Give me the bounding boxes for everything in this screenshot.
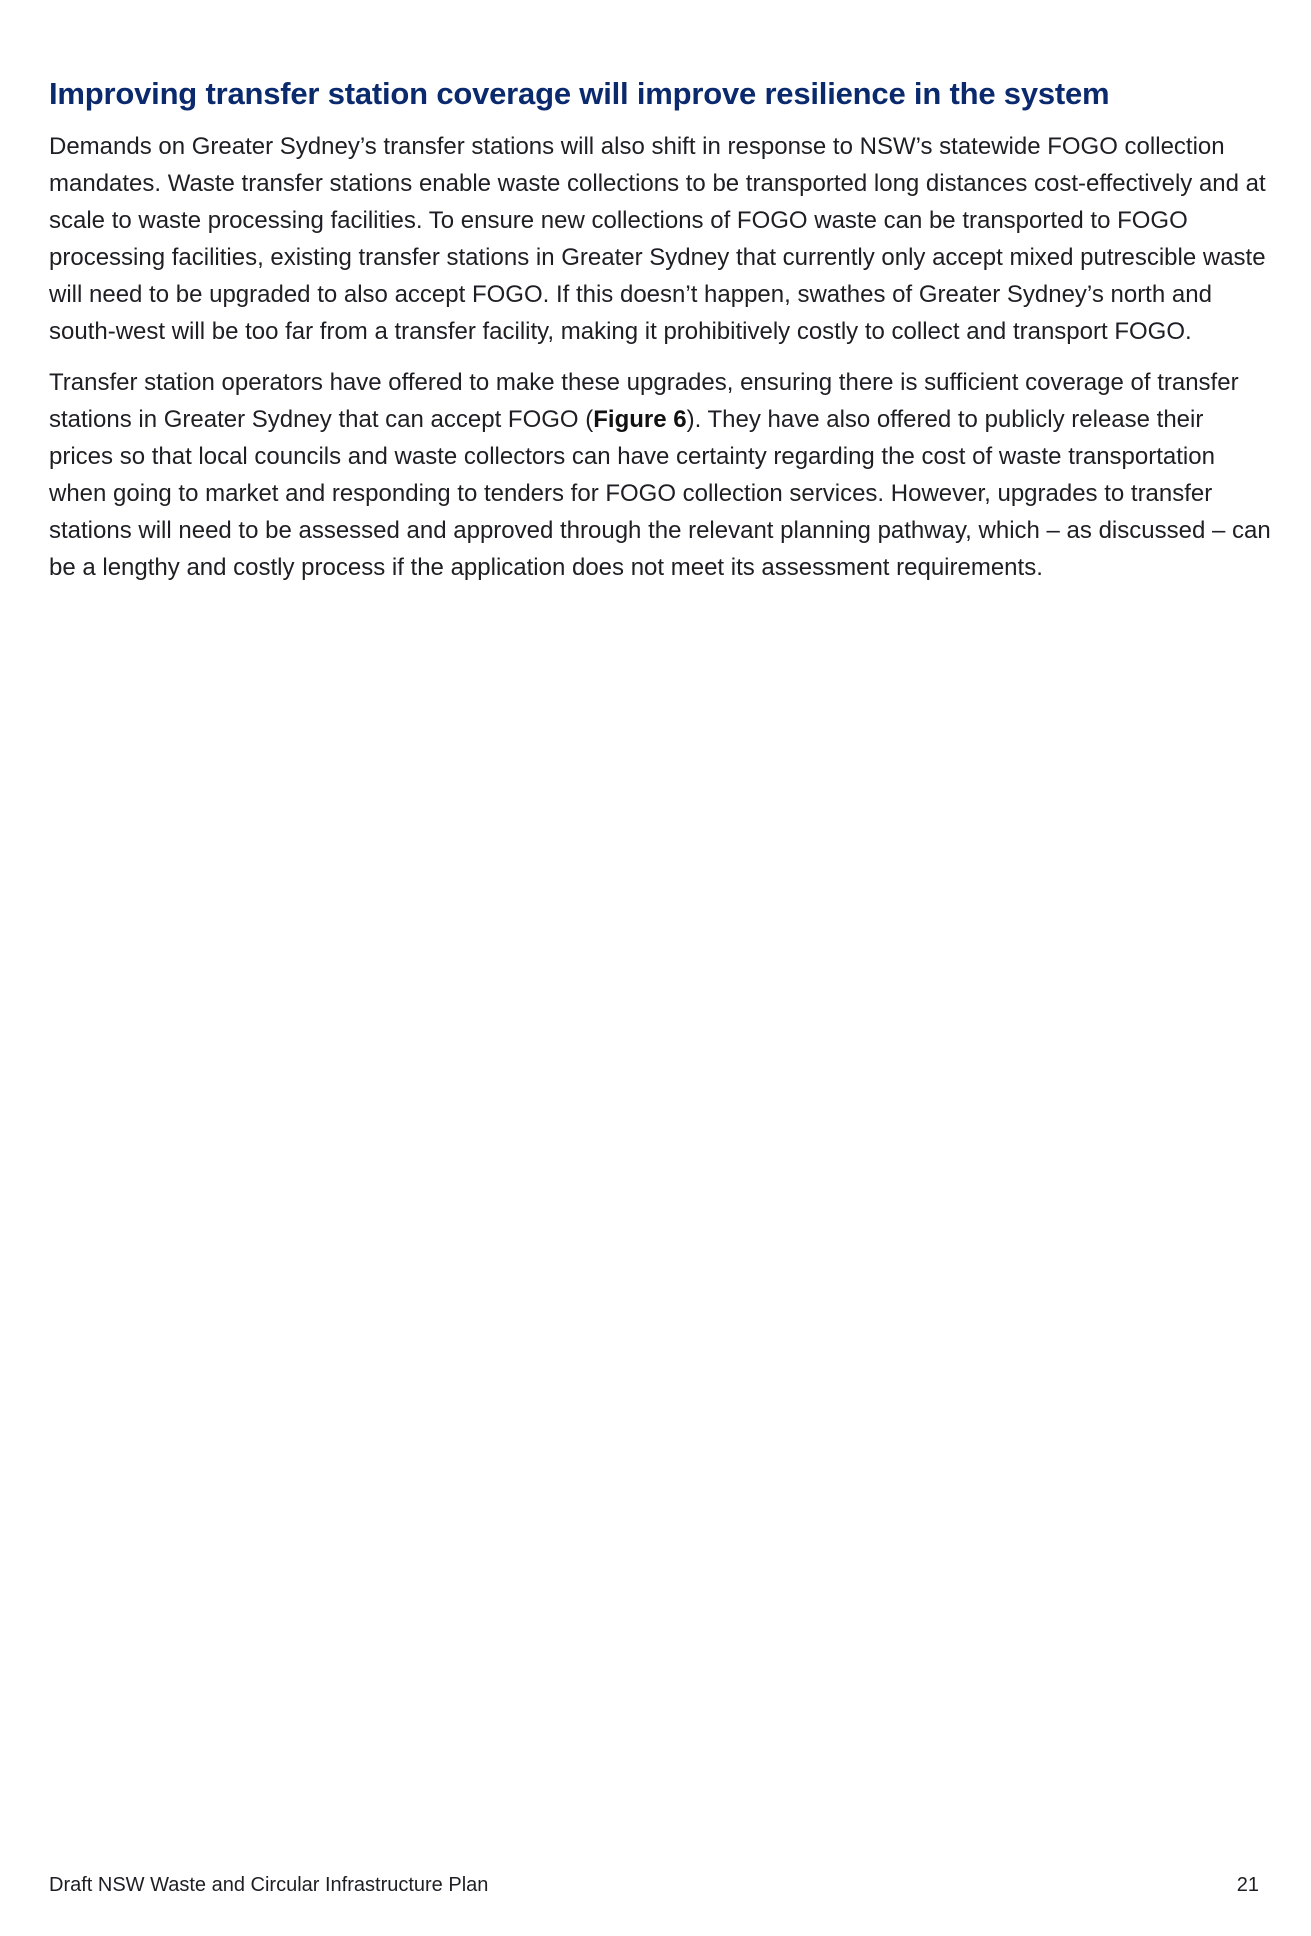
paragraph-2-text-before: Transfer station operators have offered to make these upgrades, ensuring there is sufficient coverage of transfer stations in Greater Sydney that can accept FOGO ( (49, 369, 1239, 433)
footer-document-title: Draft NSW Waste and Circular Infrastructure Plan (49, 1873, 489, 1896)
figure-reference-link[interactable]: Figure 6 (593, 406, 687, 433)
page-content (49, 72, 1271, 600)
paragraph-transfer-station-demand (49, 128, 1271, 350)
paragraph-operator-upgrades (49, 364, 1271, 586)
footer-page-number: 21 (1236, 1873, 1259, 1896)
paragraph-1-text: Demands on Greater Sydney’s transfer stations will also shift in response to NSW’s statewide FOGO collection mandates. Waste transfer stations enable waste collections to be transported long distances cost-effectively and at scale to waste processing facilities. To ensure new collections of FOGO waste can be transported to FOGO processing facilities, existing transfer stations in Greater Sydney that currently only accept mixed putrescible waste will need to be upgraded to also accept FOGO. If this doesn’t happen, swathes of Greater Sydney’s north and south-west will be too far from a transfer facility, making it prohibitively costly to collect and transport FOGO. (49, 133, 1266, 345)
section-heading: Improving transfer station coverage will improve resilience in the system (49, 76, 1110, 111)
paragraph-2-text-after: ). They have also offered to publicly release their prices so that local councils and waste collectors can have certainty regarding the cost of waste transportation when going to market and responding to tenders for FOGO collection services. However, upgrades to transfer stations will need to be assessed and approved through the relevant planning pathway, which – as discussed – can be a lengthy and costly process if the application does not meet its assessment requirements. (49, 406, 1271, 581)
page-footer (49, 1870, 1259, 1900)
